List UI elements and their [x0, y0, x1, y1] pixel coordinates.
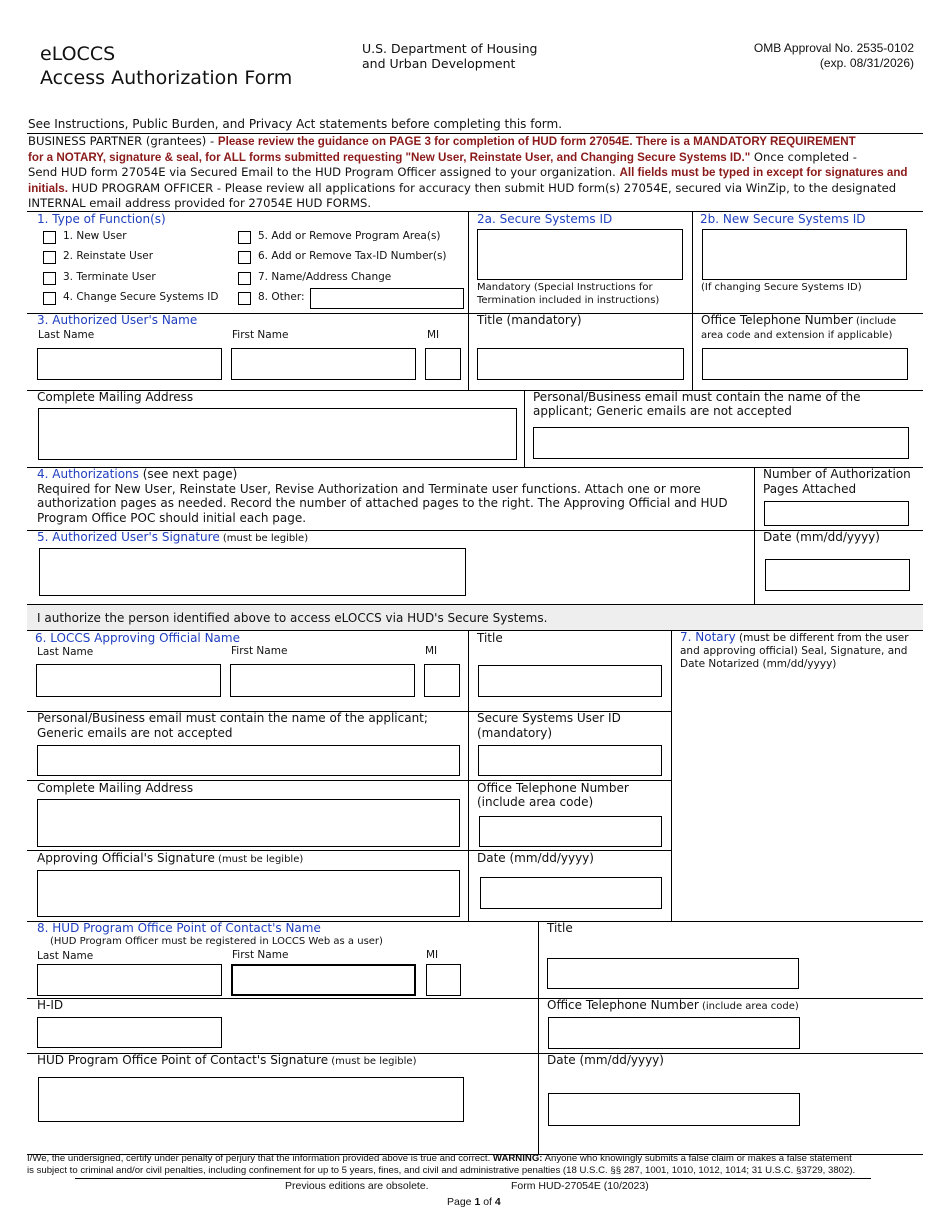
mi-label: MI: [426, 949, 439, 961]
option-label: 2. Reinstate User: [63, 250, 154, 262]
bp-line-5: INTERNAL email address provided for 27054E HUD FORMS.: [28, 196, 372, 210]
page-text: Page: [447, 1196, 475, 1208]
phone-label-line: (include area code): [477, 795, 594, 809]
warning-label: WARNING:: [492, 1153, 543, 1164]
official-signature-box[interactable]: [37, 870, 460, 917]
official-phone-label: [477, 781, 629, 809]
signature-label-text: Approving Official's Signature: [37, 851, 215, 865]
section-7-title: 7. Notary: [680, 630, 736, 644]
option-label: 4. Change Secure Systems ID: [63, 291, 219, 303]
first-name-label: First Name: [231, 645, 288, 657]
mi-label: MI: [427, 329, 440, 341]
poc-phone-label: [547, 998, 799, 1012]
omb-line-1: OMB Approval No. 2535-0102: [753, 41, 914, 55]
page-current: 1: [474, 1196, 481, 1208]
omb-line-2: (exp. 08/31/2026): [819, 56, 914, 70]
section-6-title: 6. LOCCS Approving Official Name: [35, 631, 240, 645]
user-title-label: Title (mandatory): [477, 313, 582, 327]
ssid-label-line: Secure Systems User ID: [477, 711, 621, 725]
section-4: [37, 467, 749, 525]
checkbox-new-user[interactable]: [43, 231, 56, 244]
section-4-line: Required for New User, Reinstate User, Revise Authorization and Terminate user functions. Attach one or more: [37, 481, 701, 496]
legible-note: (must be legible): [219, 533, 309, 544]
checkbox-terminate-user[interactable]: [43, 272, 56, 285]
notary-line: Date Notarized (mm/dd/yyyy): [680, 658, 837, 670]
official-date-input[interactable]: [480, 877, 662, 909]
note-line: Mandatory (Special Instructions for: [477, 282, 653, 293]
first-name-label: First Name: [232, 949, 289, 961]
section-2b-title: 2b. New Secure Systems ID: [700, 212, 866, 226]
user-signature-box[interactable]: [39, 548, 466, 596]
new-secure-id-note: (If changing Secure Systems ID): [701, 282, 862, 293]
user-email-input[interactable]: [533, 427, 909, 459]
dept-line-2: and Urban Development: [362, 56, 516, 71]
hid-label: H-ID: [37, 998, 64, 1012]
certification-statement: [27, 1153, 927, 1177]
omb-approval: [754, 41, 914, 71]
checkbox-tax-id[interactable]: [238, 251, 251, 264]
user-phone-label: [701, 313, 896, 343]
checkbox-program-area[interactable]: [238, 231, 251, 244]
pages-label-line: Pages Attached: [763, 481, 857, 496]
notary-line: (must be different from the user: [735, 632, 909, 644]
bp-red-2: for a NOTARY, signature & seal, for ALL forms submitted requesting "New User, Reinstate User, and Changing Secure Systems ID.": [28, 150, 751, 164]
obsolete-note: Previous editions are obsolete.: [285, 1180, 429, 1192]
official-ssid-input[interactable]: [478, 745, 662, 776]
phone-note: (include: [852, 316, 897, 327]
poc-phone-input[interactable]: [548, 1017, 800, 1049]
bp-line-3: Send HUD form 27054E via Secured Email to the HUD Program Officer assigned to your organization.: [28, 165, 620, 179]
page-number: [447, 1196, 501, 1208]
section-8-title: 8. HUD Program Office Point of Contact's Name: [37, 921, 321, 935]
poc-signature-label: [37, 1053, 416, 1067]
form-title: [40, 42, 292, 90]
other-input[interactable]: [310, 288, 464, 309]
official-title-input[interactable]: [478, 665, 662, 697]
poc-first-name-input[interactable]: [231, 964, 416, 996]
user-title-input[interactable]: [477, 348, 684, 380]
pages-attached-label: [763, 467, 911, 496]
section-8-subtitle: (HUD Program Officer must be registered in LOCCS Web as a user): [50, 936, 383, 947]
option-label: 1. New User: [63, 230, 127, 242]
phone-note: area code and extension if applicable): [701, 330, 893, 341]
new-secure-systems-id-input[interactable]: [702, 229, 907, 280]
title-line-1: eLOCCS: [40, 43, 116, 65]
checkbox-reinstate-user[interactable]: [43, 251, 56, 264]
checkbox-change-secure-id[interactable]: [43, 292, 56, 305]
secure-systems-id-input[interactable]: [477, 229, 683, 280]
checkbox-name-address[interactable]: [238, 272, 251, 285]
user-phone-input[interactable]: [702, 348, 908, 380]
phone-label-text: Office Telephone Number: [701, 313, 853, 327]
section-4-line: Program Office POC should initial each page.: [37, 510, 307, 525]
instructions-note: See Instructions, Public Burden, and Privacy Act statements before completing this form.: [28, 117, 563, 131]
dept-line-1: U.S. Department of Housing: [362, 41, 538, 56]
poc-title-label: Title: [547, 921, 573, 935]
official-date-label: Date (mm/dd/yyyy): [477, 851, 594, 865]
section-4-title: 4. Authorizations: [37, 467, 139, 481]
bp-line-4: HUD PROGRAM OFFICER - Please review all applications for accuracy then submit HUD form(s) 27054E, secured via WinZip, to the designated: [67, 180, 897, 195]
option-label: 3. Terminate User: [63, 271, 156, 283]
option-label: 6. Add or Remove Tax-ID Number(s): [258, 250, 447, 262]
bp-red-3: All fields must be typed in except for signatures and: [619, 166, 908, 179]
legible-note: (must be legible): [328, 1056, 417, 1067]
poc-mi-input[interactable]: [426, 964, 461, 996]
official-email-label: [37, 711, 428, 741]
section-2a-title: 2a. Secure Systems ID: [477, 212, 613, 226]
user-address-input[interactable]: [38, 408, 517, 460]
section-5-title-text: 5. Authorized User's Signature: [37, 530, 220, 544]
email-label-line: Generic emails are not accepted: [37, 726, 233, 740]
signature-label-text: HUD Program Office Point of Contact's Signature: [37, 1053, 329, 1067]
business-partner-instructions: [28, 134, 923, 212]
notary-line: and approving official) Seal, Signature, and: [680, 645, 908, 657]
official-mi-input[interactable]: [424, 664, 460, 697]
poc-date-input[interactable]: [548, 1093, 800, 1126]
option-label: 5. Add or Remove Program Area(s): [258, 230, 441, 242]
user-address-label: Complete Mailing Address: [37, 390, 194, 404]
first-name-label: First Name: [232, 329, 289, 341]
email-label-line: Personal/Business email must contain the name of the applicant;: [37, 711, 428, 725]
official-signature-label: [37, 851, 303, 865]
last-name-label: Last Name: [37, 950, 94, 962]
official-title-label: Title: [477, 631, 503, 645]
section-7-notary: [680, 631, 909, 671]
note-line: Termination included in instructions): [477, 294, 660, 306]
section-4-line: authorization pages as needed. Record the number of attached pages to the right. The Approving Official and HUD: [37, 496, 728, 510]
poc-date-label: Date (mm/dd/yyyy): [547, 1053, 664, 1067]
form-number: Form HUD-27054E (10/2023): [511, 1180, 649, 1192]
phone-label-text: Office Telephone Number: [547, 998, 699, 1012]
bp-red-1: Please review the guidance on PAGE 3 for completion of HUD form 27054E. There is a MANDATORY REQUIREMENT: [217, 135, 856, 148]
legible-note: (must be legible): [214, 854, 304, 865]
phone-label-line: Office Telephone Number: [477, 781, 629, 795]
official-phone-input[interactable]: [479, 816, 662, 847]
pages-attached-input[interactable]: [764, 501, 909, 526]
department-name: [362, 41, 537, 71]
bp-label: BUSINESS PARTNER (grantees) -: [28, 134, 218, 148]
pages-label-line: Number of Authorization: [763, 467, 911, 481]
official-email-input[interactable]: [37, 745, 460, 776]
title-line-2: Access Authorization Form: [40, 67, 293, 89]
ssid-label-line: (mandatory): [477, 726, 553, 740]
phone-note: (include area code): [698, 1001, 799, 1012]
user-date-label: Date (mm/dd/yyyy): [763, 530, 880, 544]
user-mi-input[interactable]: [425, 348, 461, 380]
official-address-label: Complete Mailing Address: [37, 781, 194, 795]
official-address-input[interactable]: [37, 799, 460, 847]
page-text: of: [480, 1196, 495, 1208]
email-label-line: applicant; Generic emails are not accepted: [533, 404, 792, 418]
poc-last-name-input[interactable]: [37, 964, 222, 996]
hid-input[interactable]: [37, 1017, 222, 1048]
cert-text: is subject to criminal and/or civil penalties, including confinement for up to 5 years, fines, and civil and administrative penalties (18 U.S.C. §§ 287, 1001, 1010, 1012, 1014; 31 U.S.C. §3729, 3802).: [27, 1165, 856, 1176]
user-date-input[interactable]: [765, 559, 910, 591]
section-4-suffix: (see next page): [138, 467, 238, 481]
bp-red-4: initials.: [28, 181, 68, 195]
official-first-name-input[interactable]: [230, 664, 415, 697]
section-5-title: [37, 530, 308, 544]
authorize-statement: I authorize the person identified above to access eLOCCS via HUD's Secure Systems.: [37, 611, 548, 625]
email-label-line: Personal/Business email must contain the name of the: [533, 390, 861, 404]
cert-text: Anyone who knowingly submits a false claim or makes a false statement: [542, 1153, 852, 1164]
last-name-label: Last Name: [37, 646, 94, 658]
official-last-name-input[interactable]: [36, 664, 221, 697]
user-first-name-input[interactable]: [231, 348, 416, 380]
last-name-label: Last Name: [38, 329, 95, 341]
user-email-label: [533, 390, 861, 418]
option-label: 8. Other:: [258, 291, 305, 303]
checkbox-other[interactable]: [238, 292, 251, 305]
cert-text: I/We, the undersigned, certify under penalty of perjury that the information provided above is true and correct.: [27, 1153, 493, 1164]
section-1-title: 1. Type of Function(s): [37, 212, 166, 226]
official-ssid-label: [477, 711, 621, 741]
option-label: 7. Name/Address Change: [258, 271, 392, 283]
page-total: 4: [494, 1196, 501, 1208]
user-last-name-input[interactable]: [37, 348, 222, 380]
poc-signature-box[interactable]: [38, 1077, 464, 1122]
mi-label: MI: [425, 645, 438, 657]
bp-cont-2: Once completed -: [750, 149, 857, 164]
secure-id-note: [477, 282, 659, 307]
poc-title-input[interactable]: [547, 958, 799, 989]
section-3-title: 3. Authorized User's Name: [37, 313, 198, 327]
